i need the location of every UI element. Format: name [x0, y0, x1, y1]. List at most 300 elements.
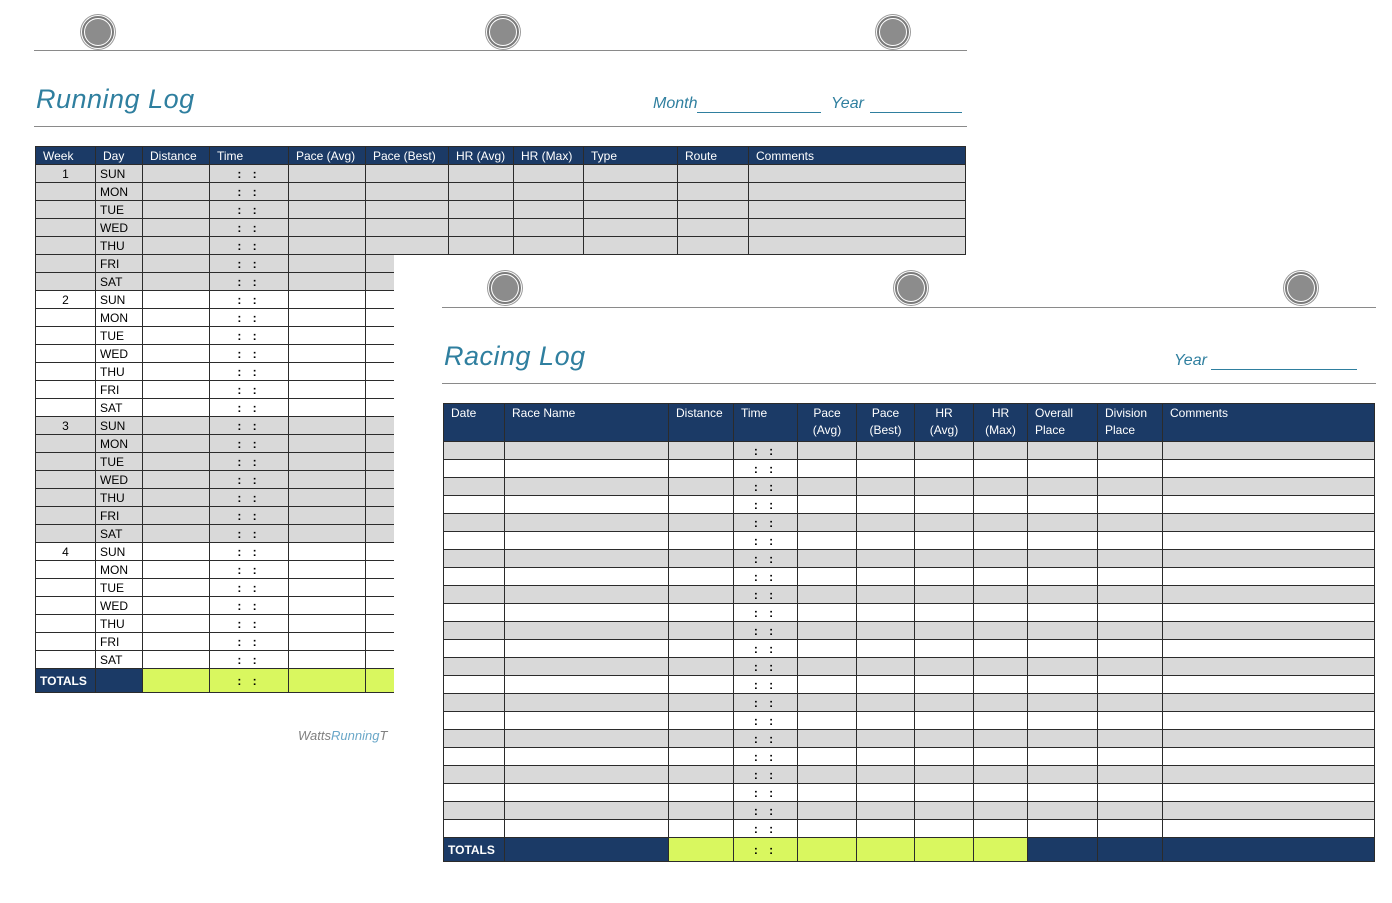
- distance-cell[interactable]: [143, 345, 210, 363]
- entry-cell[interactable]: [505, 550, 669, 568]
- time-cell[interactable]: : :: [210, 525, 289, 543]
- distance-cell[interactable]: [143, 525, 210, 543]
- distance-cell[interactable]: [143, 201, 210, 219]
- entry-cell[interactable]: [974, 640, 1028, 658]
- entry-cell[interactable]: [915, 478, 974, 496]
- entry-cell[interactable]: [1028, 658, 1098, 676]
- entry-cell[interactable]: [1098, 730, 1163, 748]
- entry-cell[interactable]: [798, 784, 857, 802]
- entry-cell[interactable]: [289, 525, 366, 543]
- distance-cell[interactable]: [143, 165, 210, 183]
- entry-cell[interactable]: [1028, 442, 1098, 460]
- distance-cell[interactable]: [143, 471, 210, 489]
- entry-cell[interactable]: [669, 640, 734, 658]
- time-cell[interactable]: : :: [734, 802, 798, 820]
- distance-cell[interactable]: [143, 561, 210, 579]
- entry-cell[interactable]: [1163, 802, 1375, 820]
- entry-cell[interactable]: [974, 784, 1028, 802]
- total-value-cell[interactable]: [857, 838, 915, 862]
- entry-cell[interactable]: [974, 802, 1028, 820]
- total-time-cell[interactable]: : :: [210, 669, 289, 693]
- entry-cell[interactable]: [1028, 784, 1098, 802]
- distance-cell[interactable]: [143, 309, 210, 327]
- total-distance-cell[interactable]: [669, 838, 734, 862]
- entry-cell[interactable]: [974, 442, 1028, 460]
- entry-cell[interactable]: [857, 496, 915, 514]
- entry-cell[interactable]: [444, 460, 505, 478]
- entry-cell[interactable]: [1163, 658, 1375, 676]
- month-field[interactable]: [653, 95, 821, 113]
- time-cell[interactable]: : :: [210, 363, 289, 381]
- entry-cell[interactable]: [505, 568, 669, 586]
- entry-cell[interactable]: [915, 442, 974, 460]
- total-value-cell[interactable]: [974, 838, 1028, 862]
- entry-cell[interactable]: [1098, 460, 1163, 478]
- distance-cell[interactable]: [143, 273, 210, 291]
- entry-cell[interactable]: [857, 712, 915, 730]
- entry-cell[interactable]: [915, 496, 974, 514]
- entry-cell[interactable]: [857, 550, 915, 568]
- entry-cell[interactable]: [1098, 712, 1163, 730]
- entry-cell[interactable]: [798, 712, 857, 730]
- entry-cell[interactable]: [857, 766, 915, 784]
- entry-cell[interactable]: [366, 165, 449, 183]
- entry-cell[interactable]: [444, 712, 505, 730]
- entry-cell[interactable]: [669, 496, 734, 514]
- entry-cell[interactable]: [449, 219, 514, 237]
- entry-cell[interactable]: [1028, 766, 1098, 784]
- entry-cell[interactable]: [444, 676, 505, 694]
- entry-cell[interactable]: [444, 658, 505, 676]
- entry-cell[interactable]: [915, 568, 974, 586]
- entry-cell[interactable]: [1028, 802, 1098, 820]
- entry-cell[interactable]: [289, 489, 366, 507]
- entry-cell[interactable]: [1163, 568, 1375, 586]
- entry-cell[interactable]: [857, 784, 915, 802]
- entry-cell[interactable]: [915, 550, 974, 568]
- entry-cell[interactable]: [289, 363, 366, 381]
- distance-cell[interactable]: [143, 435, 210, 453]
- entry-cell[interactable]: [857, 514, 915, 532]
- distance-cell[interactable]: [143, 237, 210, 255]
- entry-cell[interactable]: [289, 453, 366, 471]
- entry-cell[interactable]: [514, 201, 584, 219]
- time-cell[interactable]: : :: [210, 615, 289, 633]
- entry-cell[interactable]: [1098, 748, 1163, 766]
- entry-cell[interactable]: [915, 514, 974, 532]
- entry-cell[interactable]: [1098, 550, 1163, 568]
- entry-cell[interactable]: [798, 442, 857, 460]
- entry-cell[interactable]: [1163, 532, 1375, 550]
- entry-cell[interactable]: [444, 532, 505, 550]
- entry-cell[interactable]: [857, 586, 915, 604]
- entry-cell[interactable]: [289, 255, 366, 273]
- time-cell[interactable]: : :: [734, 568, 798, 586]
- entry-cell[interactable]: [974, 460, 1028, 478]
- entry-cell[interactable]: [974, 586, 1028, 604]
- time-cell[interactable]: : :: [210, 381, 289, 399]
- entry-cell[interactable]: [1163, 460, 1375, 478]
- entry-cell[interactable]: [1163, 820, 1375, 838]
- entry-cell[interactable]: [915, 460, 974, 478]
- entry-cell[interactable]: [974, 748, 1028, 766]
- time-cell[interactable]: : :: [734, 532, 798, 550]
- entry-cell[interactable]: [678, 165, 749, 183]
- entry-cell[interactable]: [798, 658, 857, 676]
- entry-cell[interactable]: [514, 219, 584, 237]
- entry-cell[interactable]: [584, 201, 678, 219]
- entry-cell[interactable]: [1098, 586, 1163, 604]
- entry-cell[interactable]: [505, 748, 669, 766]
- entry-cell[interactable]: [444, 640, 505, 658]
- entry-cell[interactable]: [289, 399, 366, 417]
- entry-cell[interactable]: [1028, 568, 1098, 586]
- entry-cell[interactable]: [857, 442, 915, 460]
- entry-cell[interactable]: [1163, 694, 1375, 712]
- entry-cell[interactable]: [1028, 676, 1098, 694]
- entry-cell[interactable]: [289, 381, 366, 399]
- distance-cell[interactable]: [143, 363, 210, 381]
- distance-cell[interactable]: [143, 417, 210, 435]
- entry-cell[interactable]: [915, 586, 974, 604]
- time-cell[interactable]: : :: [734, 442, 798, 460]
- entry-cell[interactable]: [1028, 514, 1098, 532]
- entry-cell[interactable]: [444, 622, 505, 640]
- entry-cell[interactable]: [915, 802, 974, 820]
- entry-cell[interactable]: [514, 183, 584, 201]
- entry-cell[interactable]: [857, 694, 915, 712]
- entry-cell[interactable]: [669, 676, 734, 694]
- time-cell[interactable]: : :: [734, 514, 798, 532]
- total-value-cell[interactable]: [915, 838, 974, 862]
- entry-cell[interactable]: [1028, 478, 1098, 496]
- entry-cell[interactable]: [669, 622, 734, 640]
- entry-cell[interactable]: [1098, 694, 1163, 712]
- entry-cell[interactable]: [1028, 694, 1098, 712]
- entry-cell[interactable]: [1098, 802, 1163, 820]
- entry-cell[interactable]: [915, 604, 974, 622]
- entry-cell[interactable]: [798, 802, 857, 820]
- entry-cell[interactable]: [366, 219, 449, 237]
- time-cell[interactable]: : :: [734, 748, 798, 766]
- entry-cell[interactable]: [749, 219, 966, 237]
- time-cell[interactable]: : :: [210, 183, 289, 201]
- entry-cell[interactable]: [1163, 604, 1375, 622]
- time-cell[interactable]: : :: [210, 327, 289, 345]
- distance-cell[interactable]: [143, 489, 210, 507]
- entry-cell[interactable]: [974, 622, 1028, 640]
- time-cell[interactable]: : :: [734, 460, 798, 478]
- entry-cell[interactable]: [798, 532, 857, 550]
- entry-cell[interactable]: [798, 550, 857, 568]
- entry-cell[interactable]: [1028, 622, 1098, 640]
- entry-cell[interactable]: [915, 712, 974, 730]
- entry-cell[interactable]: [798, 604, 857, 622]
- entry-cell[interactable]: [505, 676, 669, 694]
- time-cell[interactable]: : :: [734, 820, 798, 838]
- entry-cell[interactable]: [584, 219, 678, 237]
- entry-cell[interactable]: [974, 478, 1028, 496]
- entry-cell[interactable]: [915, 766, 974, 784]
- time-cell[interactable]: : :: [210, 399, 289, 417]
- entry-cell[interactable]: [798, 640, 857, 658]
- entry-cell[interactable]: [669, 460, 734, 478]
- entry-cell[interactable]: [289, 417, 366, 435]
- entry-cell[interactable]: [974, 820, 1028, 838]
- entry-cell[interactable]: [289, 597, 366, 615]
- entry-cell[interactable]: [444, 784, 505, 802]
- entry-cell[interactable]: [1163, 748, 1375, 766]
- entry-cell[interactable]: [915, 748, 974, 766]
- entry-cell[interactable]: [289, 237, 366, 255]
- time-cell[interactable]: : :: [210, 579, 289, 597]
- entry-cell[interactable]: [669, 532, 734, 550]
- entry-cell[interactable]: [1163, 676, 1375, 694]
- entry-cell[interactable]: [857, 820, 915, 838]
- entry-cell[interactable]: [798, 748, 857, 766]
- entry-cell[interactable]: [857, 730, 915, 748]
- entry-cell[interactable]: [1163, 730, 1375, 748]
- entry-cell[interactable]: [505, 712, 669, 730]
- entry-cell[interactable]: [669, 550, 734, 568]
- entry-cell[interactable]: [1028, 586, 1098, 604]
- entry-cell[interactable]: [857, 748, 915, 766]
- entry-cell[interactable]: [798, 766, 857, 784]
- entry-cell[interactable]: [669, 442, 734, 460]
- distance-cell[interactable]: [143, 615, 210, 633]
- distance-cell[interactable]: [143, 327, 210, 345]
- entry-cell[interactable]: [857, 658, 915, 676]
- entry-cell[interactable]: [505, 586, 669, 604]
- distance-cell[interactable]: [143, 291, 210, 309]
- time-cell[interactable]: : :: [210, 597, 289, 615]
- entry-cell[interactable]: [1098, 784, 1163, 802]
- time-cell[interactable]: : :: [734, 784, 798, 802]
- entry-cell[interactable]: [749, 165, 966, 183]
- entry-cell[interactable]: [669, 748, 734, 766]
- entry-cell[interactable]: [1028, 550, 1098, 568]
- entry-cell[interactable]: [669, 802, 734, 820]
- time-cell[interactable]: : :: [210, 453, 289, 471]
- distance-cell[interactable]: [143, 381, 210, 399]
- entry-cell[interactable]: [669, 694, 734, 712]
- entry-cell[interactable]: [449, 165, 514, 183]
- time-cell[interactable]: : :: [734, 586, 798, 604]
- entry-cell[interactable]: [1028, 730, 1098, 748]
- entry-cell[interactable]: [857, 568, 915, 586]
- entry-cell[interactable]: [449, 183, 514, 201]
- entry-cell[interactable]: [669, 478, 734, 496]
- entry-cell[interactable]: [857, 478, 915, 496]
- entry-cell[interactable]: [449, 201, 514, 219]
- entry-cell[interactable]: [974, 712, 1028, 730]
- entry-cell[interactable]: [857, 676, 915, 694]
- entry-cell[interactable]: [857, 622, 915, 640]
- time-cell[interactable]: : :: [734, 694, 798, 712]
- entry-cell[interactable]: [857, 604, 915, 622]
- entry-cell[interactable]: [289, 615, 366, 633]
- entry-cell[interactable]: [798, 586, 857, 604]
- entry-cell[interactable]: [678, 201, 749, 219]
- entry-cell[interactable]: [505, 658, 669, 676]
- time-cell[interactable]: : :: [734, 730, 798, 748]
- time-cell[interactable]: : :: [734, 604, 798, 622]
- time-cell[interactable]: : :: [210, 165, 289, 183]
- time-cell[interactable]: : :: [734, 712, 798, 730]
- total-distance-cell[interactable]: [143, 669, 210, 693]
- entry-cell[interactable]: [1163, 550, 1375, 568]
- entry-cell[interactable]: [798, 622, 857, 640]
- entry-cell[interactable]: [915, 784, 974, 802]
- entry-cell[interactable]: [449, 237, 514, 255]
- time-cell[interactable]: : :: [734, 640, 798, 658]
- entry-cell[interactable]: [749, 183, 966, 201]
- entry-cell[interactable]: [1098, 766, 1163, 784]
- entry-cell[interactable]: [1163, 514, 1375, 532]
- entry-cell[interactable]: [1028, 820, 1098, 838]
- entry-cell[interactable]: [1098, 496, 1163, 514]
- time-cell[interactable]: : :: [734, 496, 798, 514]
- time-cell[interactable]: : :: [210, 543, 289, 561]
- entry-cell[interactable]: [289, 291, 366, 309]
- entry-cell[interactable]: [514, 165, 584, 183]
- entry-cell[interactable]: [857, 802, 915, 820]
- entry-cell[interactable]: [974, 496, 1028, 514]
- entry-cell[interactable]: [974, 676, 1028, 694]
- entry-cell[interactable]: [974, 568, 1028, 586]
- time-cell[interactable]: : :: [210, 417, 289, 435]
- entry-cell[interactable]: [505, 460, 669, 478]
- total-time-cell[interactable]: : :: [734, 838, 798, 862]
- entry-cell[interactable]: [915, 730, 974, 748]
- entry-cell[interactable]: [289, 561, 366, 579]
- time-cell[interactable]: : :: [210, 237, 289, 255]
- entry-cell[interactable]: [444, 604, 505, 622]
- entry-cell[interactable]: [1098, 622, 1163, 640]
- entry-cell[interactable]: [505, 784, 669, 802]
- entry-cell[interactable]: [669, 820, 734, 838]
- entry-cell[interactable]: [857, 640, 915, 658]
- entry-cell[interactable]: [798, 514, 857, 532]
- entry-cell[interactable]: [798, 694, 857, 712]
- entry-cell[interactable]: [444, 766, 505, 784]
- entry-cell[interactable]: [505, 496, 669, 514]
- time-cell[interactable]: : :: [210, 489, 289, 507]
- entry-cell[interactable]: [749, 201, 966, 219]
- entry-cell[interactable]: [678, 237, 749, 255]
- entry-cell[interactable]: [366, 201, 449, 219]
- time-cell[interactable]: : :: [210, 273, 289, 291]
- time-cell[interactable]: : :: [734, 766, 798, 784]
- entry-cell[interactable]: [1028, 496, 1098, 514]
- race-year-field[interactable]: [1174, 352, 1357, 370]
- entry-cell[interactable]: [915, 820, 974, 838]
- entry-cell[interactable]: [505, 730, 669, 748]
- entry-cell[interactable]: [584, 165, 678, 183]
- entry-cell[interactable]: [1163, 766, 1375, 784]
- entry-cell[interactable]: [749, 237, 966, 255]
- entry-cell[interactable]: [1163, 784, 1375, 802]
- entry-cell[interactable]: [1098, 658, 1163, 676]
- time-cell[interactable]: : :: [210, 633, 289, 651]
- entry-cell[interactable]: [289, 633, 366, 651]
- entry-cell[interactable]: [444, 802, 505, 820]
- entry-cell[interactable]: [505, 622, 669, 640]
- entry-cell[interactable]: [798, 496, 857, 514]
- entry-cell[interactable]: [444, 586, 505, 604]
- distance-cell[interactable]: [143, 597, 210, 615]
- time-cell[interactable]: : :: [210, 345, 289, 363]
- entry-cell[interactable]: [1028, 604, 1098, 622]
- entry-cell[interactable]: [669, 514, 734, 532]
- entry-cell[interactable]: [974, 694, 1028, 712]
- entry-cell[interactable]: [1163, 478, 1375, 496]
- entry-cell[interactable]: [1098, 442, 1163, 460]
- entry-cell[interactable]: [1028, 532, 1098, 550]
- entry-cell[interactable]: [669, 586, 734, 604]
- distance-cell[interactable]: [143, 579, 210, 597]
- entry-cell[interactable]: [1163, 622, 1375, 640]
- entry-cell[interactable]: [505, 604, 669, 622]
- entry-cell[interactable]: [974, 514, 1028, 532]
- distance-cell[interactable]: [143, 255, 210, 273]
- entry-cell[interactable]: [289, 651, 366, 669]
- entry-cell[interactable]: [678, 219, 749, 237]
- entry-cell[interactable]: [505, 478, 669, 496]
- total-value-cell[interactable]: [798, 838, 857, 862]
- entry-cell[interactable]: [857, 532, 915, 550]
- entry-cell[interactable]: [505, 766, 669, 784]
- entry-cell[interactable]: [669, 658, 734, 676]
- total-pace-avg-cell[interactable]: [289, 669, 366, 693]
- entry-cell[interactable]: [444, 478, 505, 496]
- time-cell[interactable]: : :: [210, 201, 289, 219]
- entry-cell[interactable]: [1028, 640, 1098, 658]
- distance-cell[interactable]: [143, 219, 210, 237]
- entry-cell[interactable]: [584, 183, 678, 201]
- time-cell[interactable]: : :: [734, 676, 798, 694]
- entry-cell[interactable]: [915, 640, 974, 658]
- distance-cell[interactable]: [143, 399, 210, 417]
- entry-cell[interactable]: [1163, 496, 1375, 514]
- entry-cell[interactable]: [444, 442, 505, 460]
- entry-cell[interactable]: [974, 730, 1028, 748]
- entry-cell[interactable]: [505, 694, 669, 712]
- time-cell[interactable]: : :: [210, 561, 289, 579]
- entry-cell[interactable]: [1028, 712, 1098, 730]
- entry-cell[interactable]: [444, 568, 505, 586]
- time-cell[interactable]: : :: [210, 309, 289, 327]
- entry-cell[interactable]: [289, 543, 366, 561]
- time-cell[interactable]: : :: [210, 219, 289, 237]
- entry-cell[interactable]: [1163, 586, 1375, 604]
- time-cell[interactable]: : :: [210, 255, 289, 273]
- distance-cell[interactable]: [143, 453, 210, 471]
- time-cell[interactable]: : :: [734, 622, 798, 640]
- entry-cell[interactable]: [1098, 604, 1163, 622]
- distance-cell[interactable]: [143, 651, 210, 669]
- entry-cell[interactable]: [444, 550, 505, 568]
- entry-cell[interactable]: [514, 237, 584, 255]
- time-cell[interactable]: : :: [210, 651, 289, 669]
- entry-cell[interactable]: [505, 532, 669, 550]
- entry-cell[interactable]: [366, 237, 449, 255]
- entry-cell[interactable]: [857, 460, 915, 478]
- entry-cell[interactable]: [289, 219, 366, 237]
- entry-cell[interactable]: [289, 309, 366, 327]
- entry-cell[interactable]: [669, 604, 734, 622]
- entry-cell[interactable]: [505, 514, 669, 532]
